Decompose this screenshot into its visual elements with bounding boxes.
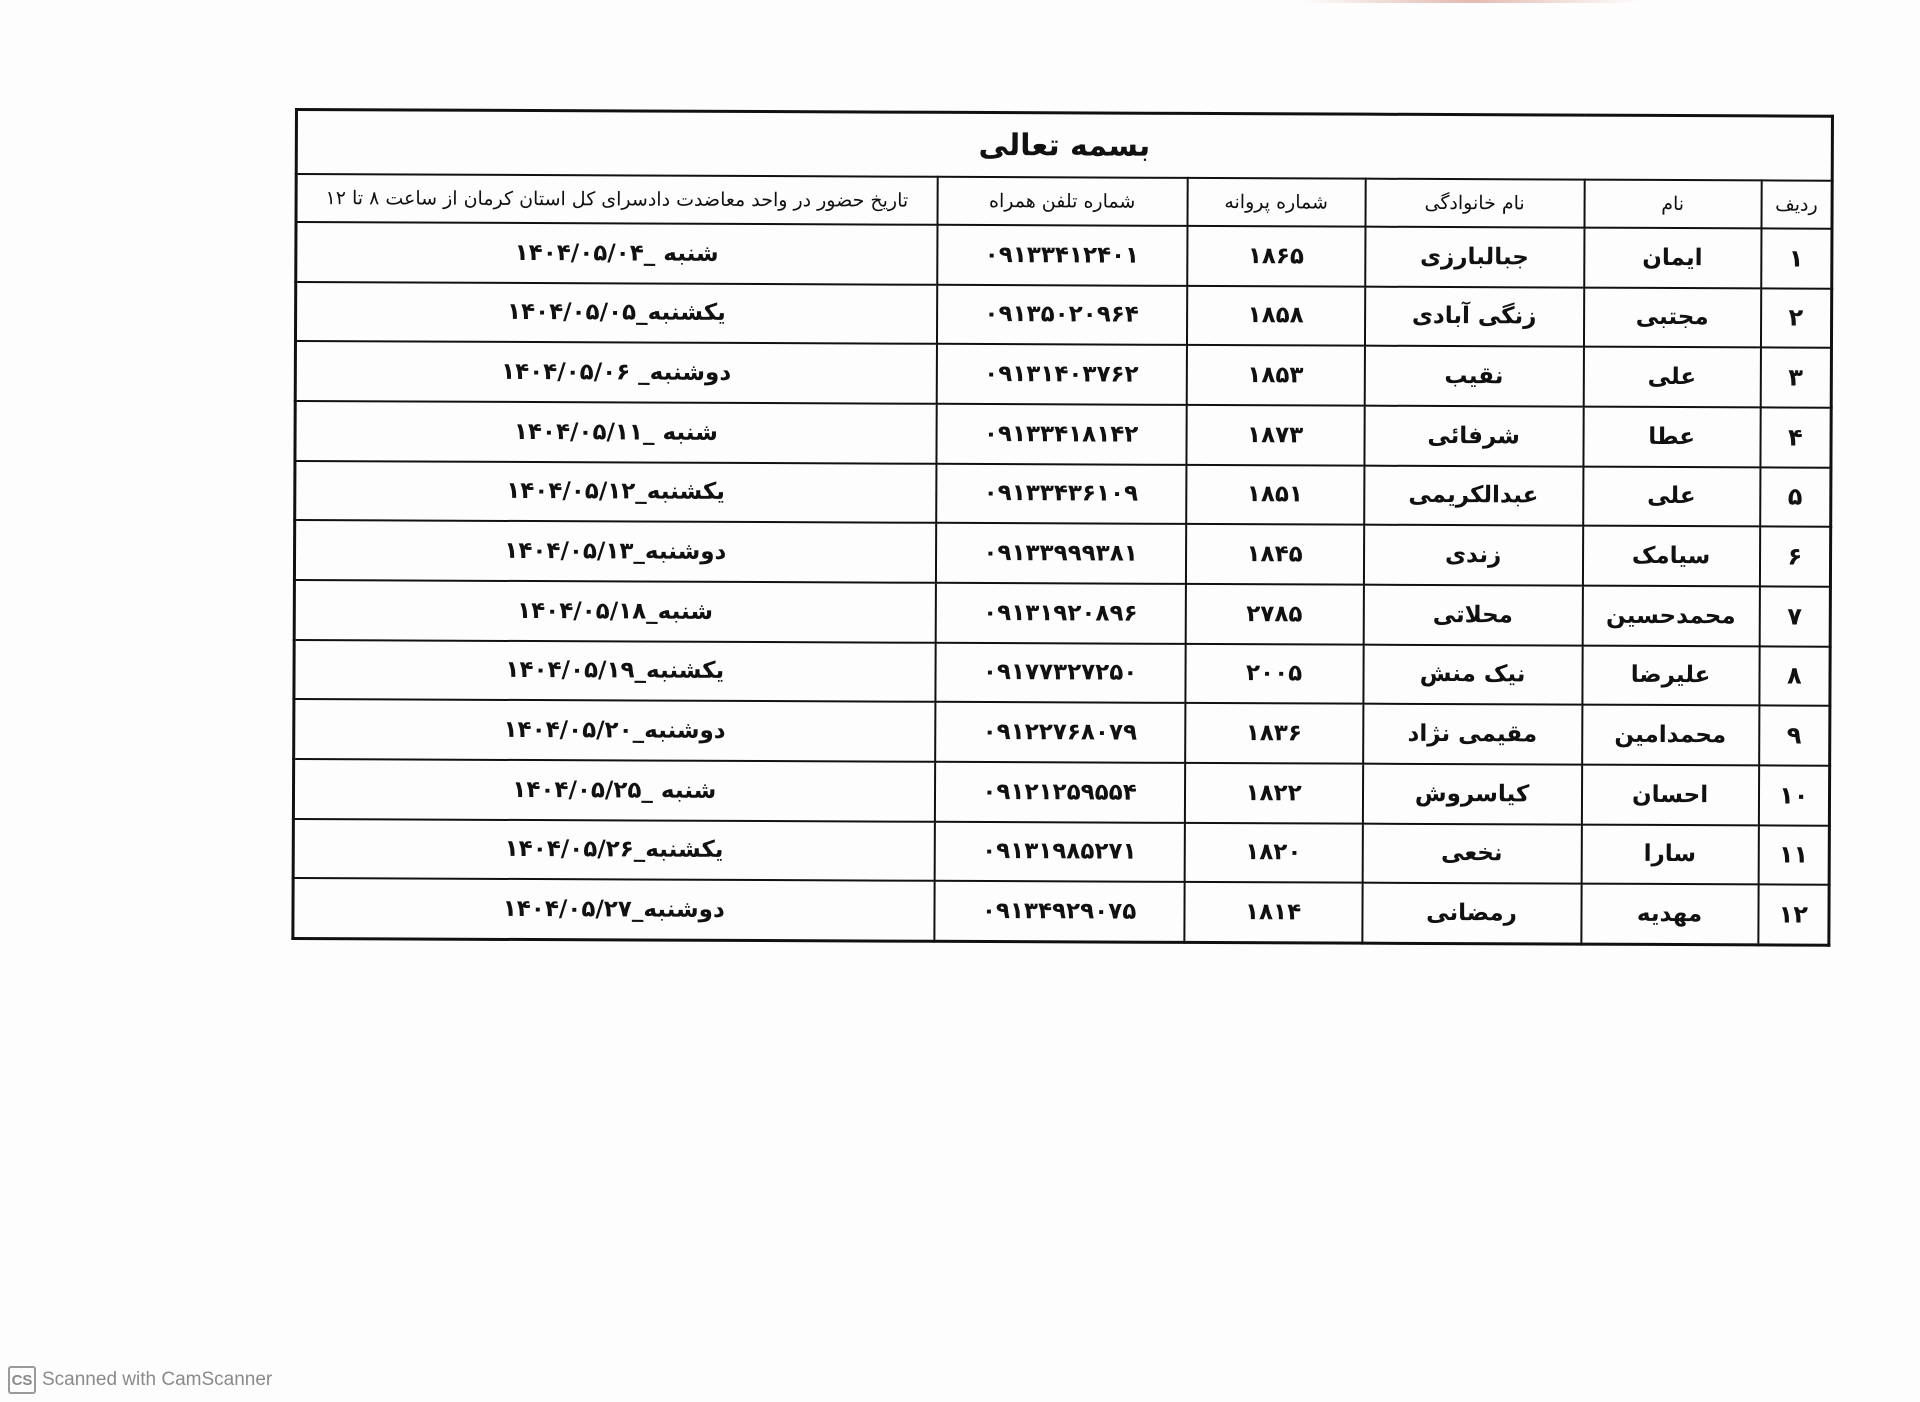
table-row — [293, 759, 1829, 825]
column-header-license-number: شماره پروانه — [1187, 178, 1365, 227]
cell-last-name: محلاتی — [1363, 585, 1582, 646]
cell-last-name: نخعی — [1362, 823, 1581, 884]
scan-edge-mark — [1300, 0, 1640, 3]
cell-attendance-date: شنبه _۱۴۰۴/۰۵/۲۵ — [293, 759, 934, 821]
cell-license-number: ۱۸۶۵ — [1187, 226, 1365, 286]
cell-license-number: ۲۰۰۵ — [1185, 643, 1363, 703]
cell-license-number: ۱۸۱۴ — [1184, 882, 1362, 943]
table-row — [294, 699, 1830, 765]
cell-last-name: کیاسروش — [1362, 764, 1581, 825]
cell-last-name: نیک منش — [1363, 644, 1582, 705]
cell-last-name: رمضانی — [1362, 883, 1581, 944]
table-row — [294, 520, 1830, 586]
cell-attendance-date: یکشنبه_۱۴۰۴/۰۵/۰۵ — [295, 282, 936, 344]
cell-row-number: ۴ — [1760, 407, 1831, 467]
column-header-last-name: نام خانوادگی — [1365, 179, 1584, 228]
cell-first-name: سارا — [1581, 824, 1758, 884]
cell-row-number: ۹ — [1759, 706, 1830, 766]
table-row — [295, 401, 1831, 467]
cell-last-name: نقیب — [1364, 346, 1583, 407]
cell-first-name: احسان — [1581, 765, 1758, 825]
cell-first-name: محمدامین — [1582, 705, 1759, 765]
cell-first-name: مجتبی — [1584, 287, 1761, 347]
table-row — [294, 640, 1830, 706]
table-row — [293, 819, 1829, 885]
cell-row-number: ۱۲ — [1758, 885, 1829, 946]
cell-attendance-date: دوشنبه_۱۴۰۴/۰۵/۱۳ — [294, 520, 935, 582]
table-row — [295, 282, 1831, 348]
table-row — [295, 461, 1831, 527]
cell-first-name: ایمان — [1584, 228, 1761, 288]
cell-last-name: جبالبارزی — [1365, 227, 1584, 288]
cell-first-name: عطا — [1583, 407, 1760, 467]
cell-row-number: ۱۰ — [1758, 765, 1829, 825]
cell-row-number: ۶ — [1759, 527, 1830, 587]
column-header-mobile-phone: شماره تلفن همراه — [937, 177, 1187, 226]
cell-last-name: مقیمی نژاد — [1363, 704, 1582, 765]
table-row — [293, 878, 1829, 945]
document-title: بسمه تعالی — [296, 110, 1832, 181]
column-header-first-name: نام — [1584, 180, 1761, 229]
cell-last-name: زندی — [1363, 525, 1582, 586]
cell-row-number: ۵ — [1760, 467, 1831, 527]
cell-license-number: ۲۷۸۵ — [1185, 584, 1363, 644]
cell-mobile-phone: ۰۹۱۳۱۴۰۳۷۶۲ — [936, 344, 1186, 405]
cell-license-number: ۱۸۴۵ — [1185, 524, 1363, 584]
cell-attendance-date: شنبه _۱۴۰۴/۰۵/۰۴ — [296, 222, 937, 284]
roster-sheet — [291, 108, 1831, 947]
cell-last-name: عبدالکریمی — [1364, 465, 1583, 526]
cell-mobile-phone: ۰۹۱۷۷۳۲۷۲۵۰ — [935, 642, 1185, 703]
cell-first-name: مهدیه — [1581, 884, 1758, 945]
cell-row-number: ۸ — [1759, 646, 1830, 706]
cell-first-name: علیرضا — [1582, 645, 1759, 705]
cell-license-number: ۱۸۷۳ — [1186, 405, 1364, 465]
table-row — [296, 222, 1832, 288]
cell-attendance-date: دوشنبه_۱۴۰۴/۰۵/۲۷ — [293, 878, 934, 941]
cell-mobile-phone: ۰۹۱۳۱۹۸۵۲۷۱ — [934, 821, 1184, 882]
cell-last-name: شرفائی — [1364, 406, 1583, 467]
cell-mobile-phone: ۰۹۱۲۱۲۵۹۵۵۴ — [934, 762, 1184, 823]
cell-license-number: ۱۸۵۱ — [1186, 465, 1364, 525]
cell-attendance-date: یکشنبه_۱۴۰۴/۰۵/۱۹ — [294, 640, 935, 702]
cell-attendance-date: یکشنبه_۱۴۰۴/۰۵/۱۲ — [295, 461, 936, 523]
cell-mobile-phone: ۰۹۱۳۳۴۳۶۱۰۹ — [936, 463, 1186, 524]
cell-mobile-phone: ۰۹۱۳۱۹۲۰۸۹۶ — [935, 583, 1185, 644]
cell-first-name: سیامک — [1582, 526, 1759, 586]
cell-row-number: ۱۱ — [1758, 825, 1829, 885]
cell-mobile-phone: ۰۹۱۳۵۰۲۰۹۶۴ — [937, 284, 1187, 345]
cell-license-number: ۱۸۵۳ — [1186, 345, 1364, 405]
cell-attendance-date: دوشنبه_ ۱۴۰۴/۰۵/۰۶ — [295, 341, 936, 403]
cell-mobile-phone: ۰۹۱۲۲۷۶۸۰۷۹ — [935, 702, 1185, 763]
camscanner-watermark — [8, 1366, 272, 1394]
table-row — [294, 580, 1830, 646]
roster-body — [293, 222, 1832, 945]
header-row — [296, 174, 1832, 229]
cell-mobile-phone: ۰۹۱۳۳۴۱۲۴۰۱ — [937, 225, 1187, 286]
cell-row-number: ۷ — [1759, 586, 1830, 646]
roster-table — [291, 108, 1834, 947]
cell-attendance-date: شنبه _۱۴۰۴/۰۵/۱۱ — [295, 401, 936, 463]
cell-attendance-date: یکشنبه_۱۴۰۴/۰۵/۲۶ — [293, 819, 934, 881]
cell-row-number: ۱ — [1761, 228, 1832, 288]
table-row — [295, 341, 1831, 407]
cell-first-name: محمدحسین — [1582, 586, 1759, 646]
cell-last-name: زنگی آبادی — [1365, 286, 1584, 347]
camscanner-logo-icon: CS — [8, 1366, 36, 1394]
cell-row-number: ۲ — [1761, 288, 1832, 348]
cell-mobile-phone: ۰۹۱۳۴۹۲۹۰۷۵ — [934, 881, 1184, 942]
column-header-row-number: ردیف — [1761, 180, 1832, 228]
cell-first-name: علی — [1583, 466, 1760, 526]
cell-license-number: ۱۸۳۶ — [1185, 703, 1363, 763]
cell-attendance-date: شنبه_۱۴۰۴/۰۵/۱۸ — [294, 580, 935, 642]
cell-mobile-phone: ۰۹۱۳۳۴۱۸۱۴۲ — [936, 404, 1186, 465]
column-header-attendance-date: تاریخ حضور در واحد معاضدت دادسرای کل استان کرمان از ساعت ۸ تا ۱۲ — [296, 174, 937, 225]
cell-row-number: ۳ — [1760, 348, 1831, 408]
cell-mobile-phone: ۰۹۱۳۳۹۹۹۳۸۱ — [935, 523, 1185, 584]
cell-first-name: علی — [1583, 347, 1760, 407]
cell-license-number: ۱۸۲۲ — [1184, 763, 1362, 823]
cell-license-number: ۱۸۲۰ — [1184, 822, 1362, 882]
watermark-text: Scanned with CamScanner — [42, 1369, 273, 1390]
cell-attendance-date: دوشنبه_۱۴۰۴/۰۵/۲۰ — [294, 699, 935, 761]
cell-license-number: ۱۸۵۸ — [1187, 286, 1365, 346]
